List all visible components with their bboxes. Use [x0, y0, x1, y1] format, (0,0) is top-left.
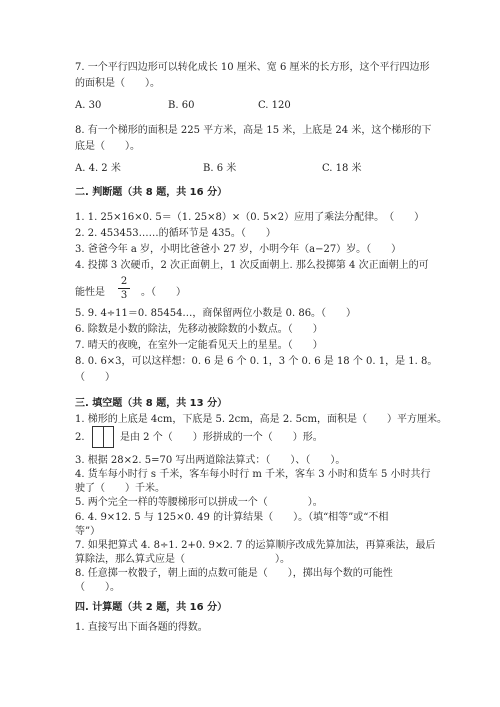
fill-item-1: 1. 梯形的上底是 4cm，下底是 5. 2cm，高是 2. 5cm，面积是（ ）平方厘米。 — [75, 414, 448, 425]
judge-item-4-cont-prefix: 能性是 — [75, 287, 105, 298]
judge-item-7: 7. 晴天的夜晚，在室外一定能看见天上的星星。（ ） — [75, 340, 323, 351]
judge-item-1: 1. 1. 25×16×0. 5＝（1. 25×8）×（0. 5×2）应用了乘法分配律。 （ ） — [75, 212, 425, 223]
judge-item-5: 5. 9. 4÷11＝0. 85454…，商保留两位小数是 0. 86。（ ） — [75, 308, 357, 319]
judge-item-6: 6. 除数是小数的除法，先移动被除数的小数点。（ ） — [75, 324, 323, 335]
fill-item-7-cont: 算除法，那么算式应是（ ）。 — [75, 554, 290, 565]
q7-option-c: C. 120 — [258, 100, 291, 111]
section-4-title: 四. 计算题（共 2 题，共 16 分） — [75, 602, 228, 613]
fraction-two-thirds — [118, 276, 130, 301]
rectangle-figure — [92, 426, 114, 448]
fill-item-8-cont: （ ）。 — [75, 582, 120, 593]
q7-option-b: B. 60 — [168, 100, 195, 111]
judge-item-4-cont-suffix: 。（ ） — [141, 287, 186, 298]
q7-stem-line2: 的面积是（ ）。 — [75, 78, 160, 89]
fill-item-2: 是由 2 个（ ）形拼成的一个（ ）形。 — [120, 432, 323, 443]
fill-item-4: 4. 货车每小时行 s 千米，客车每小时行 m 千米，客车 3 小时和货车 5 小时共行 — [75, 469, 431, 480]
calc-item-1: 1. 直接写出下面各题的得数。 — [75, 622, 208, 633]
q8-option-b: B. 6 米 — [203, 163, 237, 174]
judge-item-4: 4. 投掷 3 次硬币，2 次正面朝上，1 次反面朝上. 那么投掷第 4 次正面朝上的可 — [75, 260, 429, 271]
fill-item-2-number: 2. — [75, 432, 85, 443]
fill-item-4-cont: 驶了（ ）千米。 — [75, 483, 165, 494]
q8-stem-line1: 8. 有一个梯形的面积是 225 平方米，高是 15 米，上底是 24 米，这个梯形的下 — [75, 125, 432, 136]
fill-item-6-cont: 等”） — [75, 526, 101, 537]
section-3-title: 三. 填空题（共 8 题，共 13 分） — [75, 398, 228, 409]
fraction-numerator: 2 — [120, 276, 128, 287]
q7-option-a: A. 30 — [75, 100, 102, 111]
fill-item-7: 7. 如果把算式 4. 8÷1. 2+0. 9×2. 7 的运算顺序改成先算加法，再算乘法，最后 — [75, 540, 436, 551]
q8-option-c: C. 18 米 — [322, 163, 362, 174]
q7-stem-line1: 7. 一个平行四边形可以转化成长 10 厘米、宽 6 厘米的长方形，这个平行四边形 — [75, 62, 430, 73]
judge-item-3: 3. 爸爸今年 a 岁，小明比爸爸小 27 岁，小明今年（a−27）岁。（ ） — [75, 244, 402, 255]
fraction-denominator: 3 — [120, 290, 128, 301]
fill-item-3: 3. 根据 28×2. 5=70 写出两道除法算式：（ ）、（ ）。 — [75, 455, 346, 466]
judge-item-8: 8. 0. 6×3，可以这样想：0. 6 是 6 个 0. 1，3 个 0. 6 是 18 个 0. 1，是 1. 8。 — [75, 356, 438, 367]
section-2-title: 二. 判断题（共 8 题，共 16 分） — [75, 187, 228, 198]
fraction-bar — [118, 288, 130, 289]
fill-item-6: 6. 4. 9×12. 5 与 125×0. 49 的计算结果（ ）。（填“相等”或“不相 — [75, 512, 389, 523]
fill-item-8: 8. 任意掷一枚骰子，朝上面的点数可能是（ ），掷出每个数的可能性 — [75, 568, 393, 579]
rectangle-divider — [103, 427, 104, 447]
q8-option-a: A. 4. 2 米 — [75, 163, 121, 174]
judge-item-2: 2. 2. 453453……的循环节是 435。（ ） — [75, 228, 276, 239]
judge-item-8-answer: （ ） — [75, 372, 115, 383]
fill-item-5: 5. 两个完全一样的等腰梯形可以拼成一个（ ）。 — [75, 497, 323, 508]
q8-stem-line2: 底是（ ）。 — [75, 141, 140, 152]
